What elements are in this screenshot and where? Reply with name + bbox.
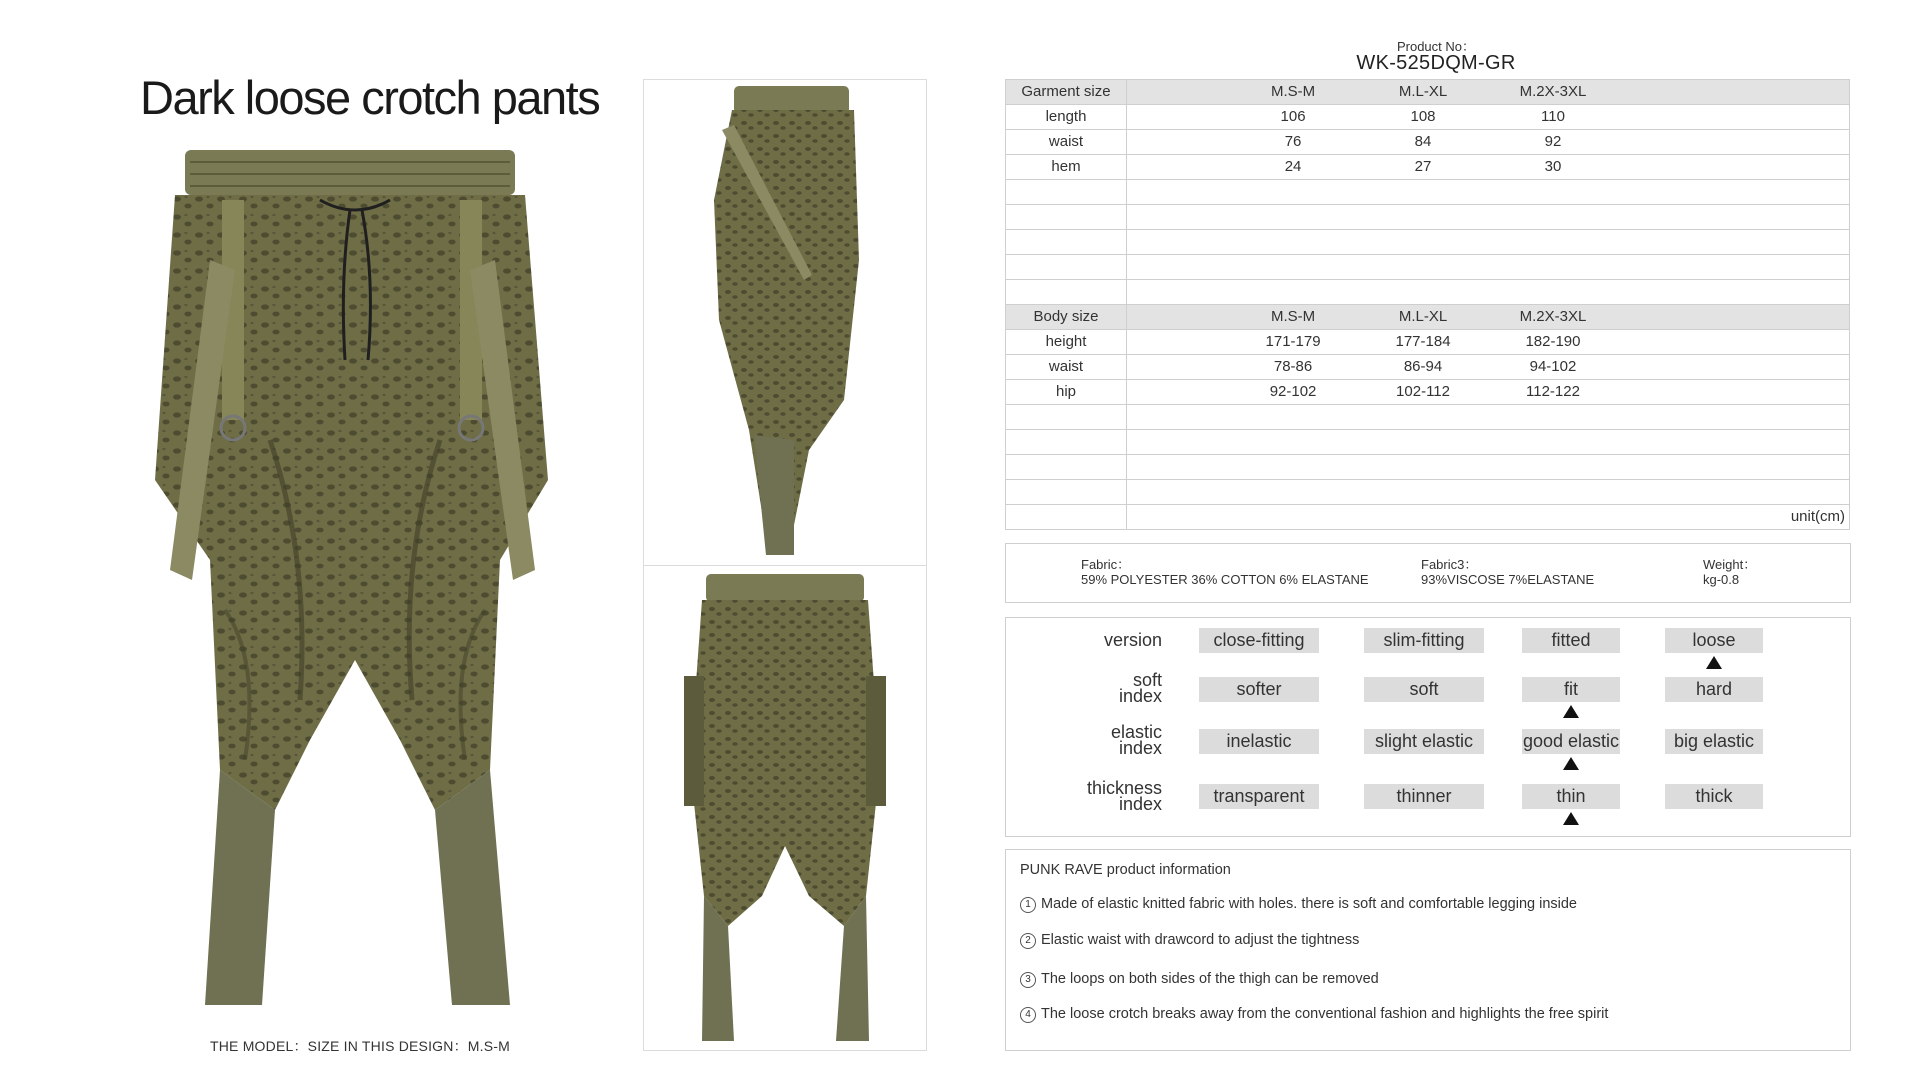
table-row (1006, 130, 1850, 155)
info-item (1020, 971, 1379, 988)
column-header: M.2X-3XL (1519, 83, 1587, 100)
attributes-box (1005, 617, 1851, 837)
info-heading: PUNK RAVE product information (1020, 862, 1231, 878)
circled-number: 1 (1020, 897, 1036, 913)
elastic-index-option: good elastic (1522, 729, 1620, 754)
fabric-1 (1081, 557, 1369, 587)
empty-row (1006, 280, 1850, 305)
table-cell: 94-102 (1529, 358, 1577, 375)
column-header: M.2X-3XL (1519, 308, 1587, 325)
soft-index-option: fit (1522, 677, 1620, 702)
fabric-3 (1421, 557, 1594, 587)
product-number-label: Product No： (1396, 39, 1476, 54)
info-item-text: The loops on both sides of the thigh can be removed (1041, 971, 1379, 987)
empty-row (1006, 405, 1850, 430)
table-row (1006, 355, 1850, 380)
product-number: WK-525DQM-GR (1356, 52, 1516, 74)
table-cell: 86-94 (1403, 358, 1443, 375)
garment-size-header: Garment size (1006, 80, 1127, 105)
table-row (1006, 105, 1850, 130)
fabric3-label: Fabric3： (1421, 557, 1478, 572)
table-cell: 108 (1410, 108, 1436, 125)
row-label: length (1006, 105, 1127, 130)
selected-marker-icon (1563, 812, 1579, 825)
column-header: M.S-M (1270, 83, 1316, 100)
elastic-index-option: inelastic (1199, 729, 1319, 754)
row-label: waist (1006, 130, 1127, 155)
info-item (1020, 1006, 1608, 1023)
fabric-info-box (1005, 543, 1851, 603)
info-item (1020, 932, 1359, 949)
elastic-index-option: slight elastic (1364, 729, 1484, 754)
table-cell: 78-86 (1273, 358, 1313, 375)
unit-row (1006, 505, 1850, 530)
elastic-index-option: big elastic (1665, 729, 1763, 754)
table-cell: 92 (1544, 133, 1562, 150)
table-cell: 177-184 (1395, 333, 1451, 350)
thickness-index-option: transparent (1199, 784, 1319, 809)
table-cell: 84 (1414, 133, 1432, 150)
table-cell: 171-179 (1265, 333, 1321, 350)
soft-index-label: soft index (1118, 670, 1162, 706)
weight (1703, 557, 1756, 587)
row-label: height (1006, 330, 1127, 355)
empty-row (1006, 480, 1850, 505)
soft-index-option: soft (1364, 677, 1484, 702)
version-option: close-fitting (1199, 628, 1319, 653)
selected-marker-icon (1706, 656, 1722, 669)
table-cell: 102-112 (1396, 383, 1450, 400)
table-cell: 182-190 (1525, 333, 1581, 350)
selected-marker-icon (1563, 757, 1579, 770)
fabric-label: Fabric： (1081, 557, 1131, 572)
circled-number: 2 (1020, 933, 1036, 949)
soft-index-option: softer (1199, 677, 1319, 702)
circled-number: 3 (1020, 972, 1036, 988)
version-option: slim-fitting (1364, 628, 1484, 653)
version-option: loose (1665, 628, 1763, 653)
weight-value: kg-0.8 (1703, 572, 1740, 587)
table-cell: 76 (1284, 133, 1302, 150)
table-row (1006, 380, 1850, 405)
thickness-index-option: thin (1522, 784, 1620, 809)
unit-label: unit(cm) (1790, 508, 1845, 525)
selected-marker-icon (1563, 705, 1579, 718)
column-header: M.L-XL (1398, 83, 1448, 100)
thickness-index-option: thick (1665, 784, 1763, 809)
version-option: fitted (1522, 628, 1620, 653)
size-table (1005, 79, 1850, 530)
table-cell: 106 (1280, 108, 1306, 125)
side-view-photo (643, 79, 927, 566)
fabric3-value: 93%VISCOSE 7%ELASTANE (1421, 572, 1595, 587)
main-product-photo (150, 140, 570, 1020)
table-cell: 24 (1284, 158, 1302, 175)
column-header: M.S-M (1270, 308, 1316, 325)
empty-row (1006, 180, 1850, 205)
empty-row (1006, 430, 1850, 455)
table-cell: 110 (1541, 108, 1565, 125)
empty-row (1006, 255, 1850, 280)
empty-row (1006, 230, 1850, 255)
page-title: Dark loose crotch pants (140, 71, 600, 124)
empty-row (1006, 455, 1850, 480)
model-size-note: THE MODEL：SIZE IN THIS DESIGN：M.S-M (210, 1038, 510, 1054)
fabric-value: 59% POLYESTER 36% COTTON 6% ELASTANE (1081, 572, 1369, 587)
empty-row (1006, 205, 1850, 230)
back-view-photo (643, 565, 927, 1051)
version-label: version (1103, 630, 1162, 650)
elastic-index-label: elastic index (1110, 722, 1162, 758)
row-label: hem (1006, 155, 1127, 180)
row-label: hip (1006, 380, 1127, 405)
info-item (1020, 896, 1577, 913)
table-cell: 30 (1544, 158, 1562, 175)
table-row (1006, 330, 1850, 355)
thickness-index-label: thickness index (1086, 778, 1162, 814)
info-item-text: Elastic waist with drawcord to adjust the tightness (1041, 932, 1360, 948)
table-row (1006, 155, 1850, 180)
body-size-header-row (1006, 305, 1850, 330)
info-item-text: The loose crotch breaks away from the conventional fashion and highlights the free spirit (1041, 1006, 1609, 1022)
product-info-box (1005, 849, 1851, 1051)
body-size-header: Body size (1006, 305, 1127, 330)
table-cell: 27 (1414, 158, 1432, 175)
info-item-text: Made of elastic knitted fabric with holes. there is soft and comfortable legging inside (1041, 896, 1577, 912)
weight-label: Weight： (1703, 557, 1757, 572)
column-header: M.L-XL (1398, 308, 1448, 325)
thickness-index-option: thinner (1364, 784, 1484, 809)
row-label: waist (1006, 355, 1127, 380)
table-cell: 92-102 (1269, 383, 1317, 400)
soft-index-option: hard (1665, 677, 1763, 702)
circled-number: 4 (1020, 1007, 1036, 1023)
table-cell: 112-122 (1526, 383, 1580, 400)
garment-size-header-row (1006, 80, 1850, 105)
